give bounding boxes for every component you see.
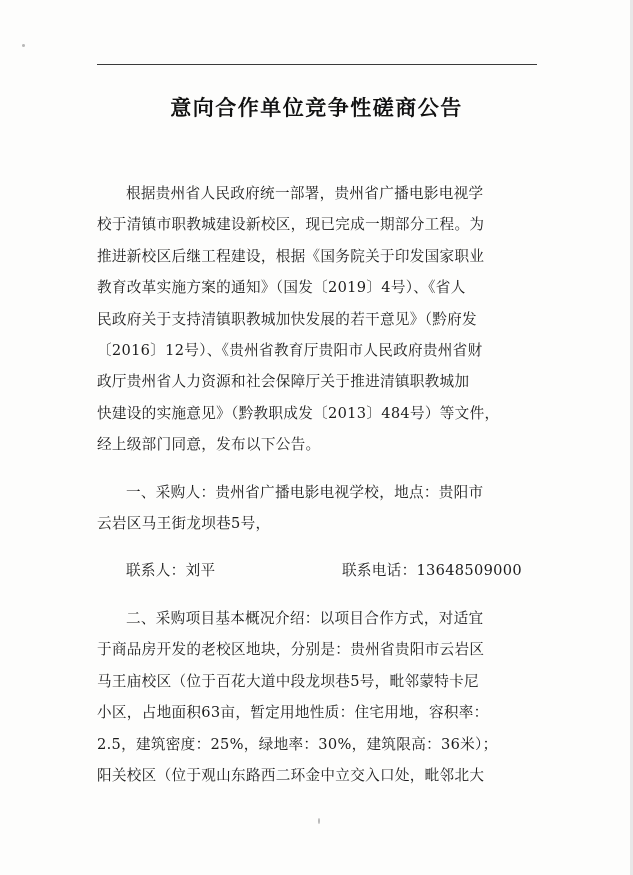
body-line: 推进新校区后继工程建设，根据《国务院关于印发国家职业 <box>97 247 485 265</box>
contact-row <box>97 555 537 586</box>
body-line: 经上级部门同意，发布以下公告。 <box>97 436 321 454</box>
body-line: 云岩区马王街龙坝巷5号， <box>97 515 271 533</box>
body-line: 政厅贵州省人力资源和社会保障厅关于推进清镇职教城加 <box>97 373 470 391</box>
scan-speck <box>22 44 25 47</box>
body-line: 快建设的实施意见》（黔教职成发〔2013〕484号）等文件， <box>97 404 500 422</box>
document-body <box>97 178 537 791</box>
body-line: 二、采购项目基本概况介绍：以项目合作方式，对适宜 <box>126 609 484 627</box>
body-line: 2.5，建筑密度：25%，绿地率：30%，建筑限高：36米）； <box>97 735 498 753</box>
document-title: 意向合作单位竞争性磋商公告 <box>170 96 463 120</box>
body-line: 〔2016〕12号）、《贵州省教育厅贵阳市人民政府贵州省财 <box>97 342 483 360</box>
body-line: 一、采购人：贵州省广播电影电视学校，地点：贵阳市 <box>126 483 484 501</box>
body-line: 根据贵州省人民政府统一部署，贵州省广播电影电视学 <box>126 185 484 202</box>
scan-speck <box>318 818 320 824</box>
contact-person: 联系人：刘平 <box>126 562 216 580</box>
body-line: 小区，占地面积63亩，暂定用地性质：住宅用地，容积率： <box>97 704 489 722</box>
body-line: 校于清镇市职教城建设新校区，现已完成一期部分工程。为 <box>97 216 485 234</box>
header-rule <box>97 64 537 65</box>
body-line: 阳关校区（位于观山东路西二环金中立交入口处，毗邻北大 <box>97 766 485 784</box>
body-line: 民政府关于支持清镇职教城加快发展的若干意见》（黔府发 <box>97 310 477 328</box>
body-line: 马王庙校区（位于百花大道中段龙坝巷5号，毗邻蒙特卡尼 <box>97 672 479 690</box>
contact-phone: 联系电话：13648509000 <box>342 562 522 580</box>
body-line: 于商品房开发的老校区地块，分别是：贵州省贵阳市云岩区 <box>97 641 485 659</box>
body-line: 教育改革实施方案的通知》（国发〔2019〕4号）、《省人 <box>97 279 466 297</box>
